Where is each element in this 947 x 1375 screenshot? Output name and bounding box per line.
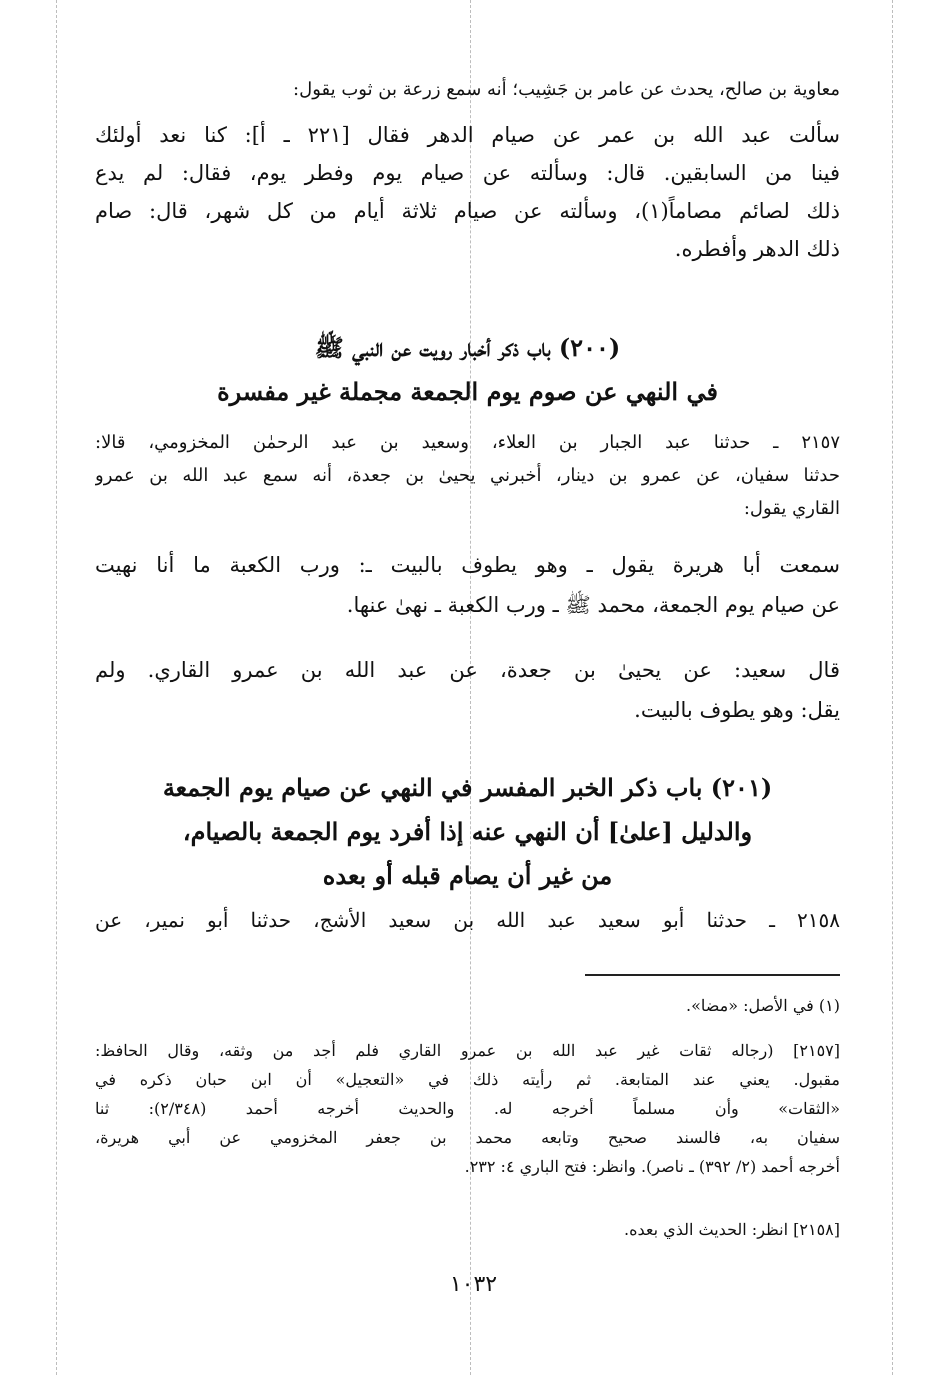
said-narration — [95, 650, 840, 730]
vertical-guide-line — [56, 0, 57, 1375]
text-line: «الثقات» وأن مسلماً أخرجه له. والحديث أخرجه أحمد (٢/٣٤٨): ثنا — [95, 1099, 840, 1118]
chapter-heading-200 — [95, 326, 840, 414]
heading-line: (٢٠١) باب ذكر الخبر المفسر في النهي عن صيام يوم الجمعة — [162, 773, 773, 802]
narration-paragraph — [95, 116, 840, 268]
intro-line: معاوية بن صالح، يحدث عن عامر بن جَشِيب؛ أنه سمع زرعة بن ثوب يقول: — [293, 79, 840, 100]
heading-line: من غير أن يصام قبله أو بعده — [322, 861, 613, 890]
text-line: عن صيام يوم الجمعة، محمد ﷺ ـ ورب الكعبة ـ نهىٰ عنها. — [346, 593, 840, 617]
footnote-2158: [٢١٥٨] انظر: الحديث الذي بعده. — [624, 1220, 840, 1239]
text-line: أخرجه أحمد (٢/ ٣٩٢) ـ ناصر). وانظر: فتح الباري ٤: ٢٣٢. — [464, 1157, 840, 1176]
text-line: القاري يقول: — [743, 498, 840, 519]
text-line: ذلك لصائم مصاماً(١)، وسألته عن صيام ثلاثة أيام من كل شهر، قال: صام — [95, 199, 840, 223]
vertical-guide-line — [892, 0, 893, 1375]
text-line: قال سعيد: عن يحيىٰ بن جعدة، عن عبد الله بن عمرو القاري. ولم — [95, 658, 840, 682]
hadith-2158-isnad — [95, 903, 840, 937]
text-line: ٢١٥٨ ـ حدثنا أبو سعيد عبد الله بن سعيد الأشج، حدثنا أبو نمير، عن — [95, 908, 840, 932]
footnote-1: (١) في الأصل: «مضا». — [686, 996, 840, 1015]
chapter-heading-201 — [95, 766, 840, 898]
text-line: حدثنا سفيان، عن عمرو بن دينار، أخبرني يحيىٰ بن جعدة، أنه سمع عبد الله بن عمرو — [95, 465, 840, 486]
text-line: سمعت أبا هريرة يقول ـ وهو يطوف بالبيت ـ: ورب الكعبة ما أنا نهيت — [95, 553, 840, 577]
footnote-2157 — [95, 1036, 840, 1181]
text-line: ٢١٥٧ ـ حدثنا عبد الجبار بن العلاء، وسعيد بن عبد الرحمٰن المخزومي، قالا: — [95, 432, 840, 453]
page-number: ١٠٣٢ — [449, 1272, 498, 1297]
text-line: سألت عبد الله بن عمر عن صيام الدهر فقال [٢٢١ ـ أ]: كنا نعد أولئك — [95, 123, 840, 147]
footnote-separator — [585, 974, 840, 976]
hadith-2157-text — [95, 545, 840, 625]
text-line: مقبول. يعني عند المتابعة. ثم رأيته ذلك في «التعجيل» أن ابن حبان ذكره في — [95, 1070, 840, 1089]
hadith-2157-isnad — [95, 426, 840, 525]
text-line: [٢١٥٧] (رجاله ثقات غير عبد الله بن عمرو القاري فلم أجد من وثقه، وقال الحافظ: — [95, 1041, 840, 1060]
text-line: يقل: وهو يطوف بالبيت. — [634, 698, 840, 722]
heading-line: والدليل [علىٰ] أن النهي عنه إذا أفرد يوم الجمعة بالصيام، — [182, 817, 753, 846]
text-line: سفيان به، فالسند صحيح وتابعه محمد بن جعفر المخزومي عن أبي هريرة، — [95, 1128, 840, 1147]
heading-line: (٢٠٠) باب ذكر أخبار رويت عن النبي ﷺ — [314, 333, 621, 362]
heading-line: في النهي عن صوم يوم الجمعة مجملة غير مفسرة — [217, 377, 718, 406]
text-line: ذلك الدهر وأفطره. — [674, 237, 840, 261]
text-line: فينا من السابقين. قال: وسألته عن صيام يوم وفطر يوم، فقال: لم يدع — [95, 161, 840, 185]
